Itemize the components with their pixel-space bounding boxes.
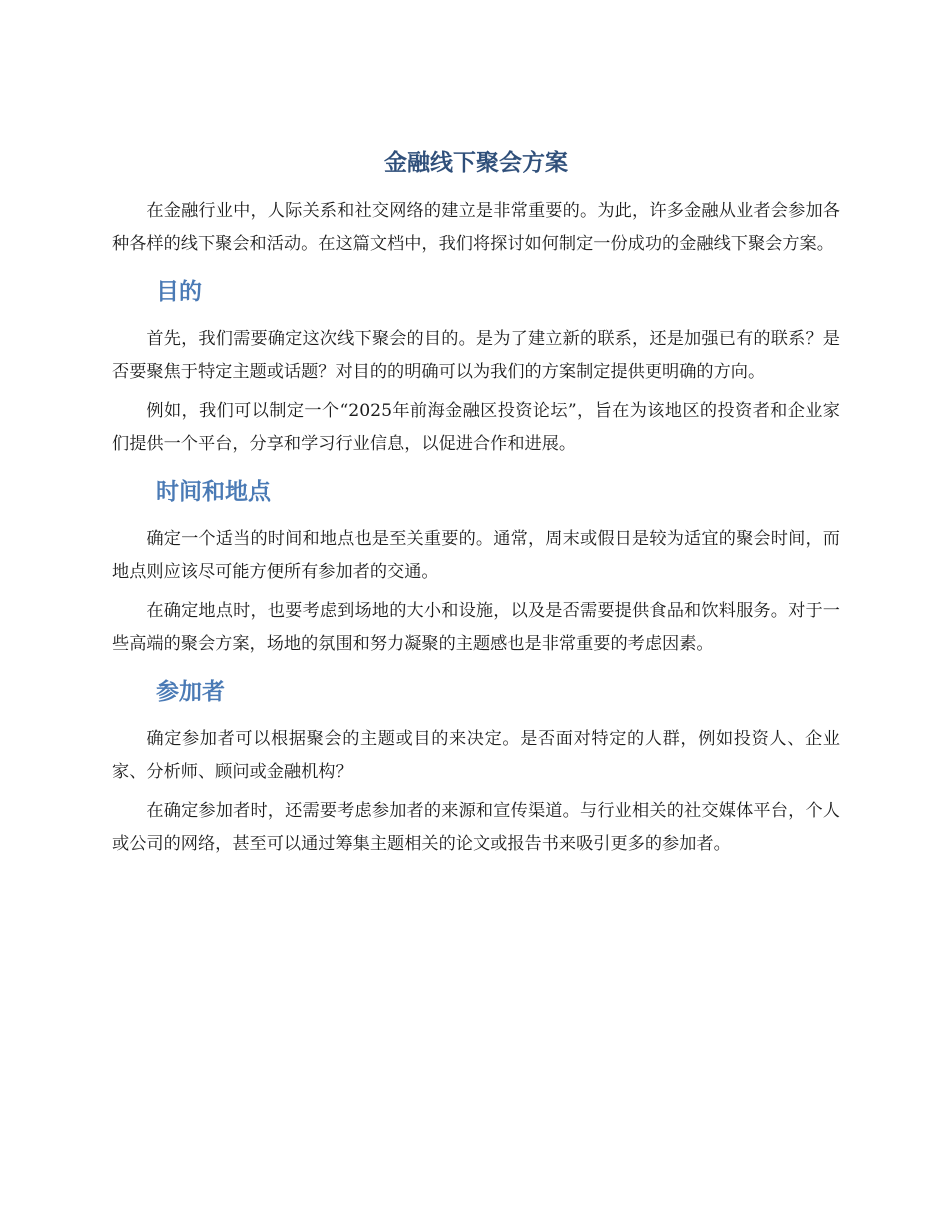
document-title: 金融线下聚会方案 xyxy=(384,150,568,176)
time-place-paragraph-2: 在确定地点时，也要考虑到场地的大小和设施，以及是否需要提供食品和饮料服务。对于一些高端的聚会方案，场地的氛围和努力凝聚的主题感也是非常重要的考虑因素。 xyxy=(112,601,840,654)
section-heading-time-place: 时间和地点 xyxy=(156,479,271,505)
participants-paragraph-1: 确定参加者可以根据聚会的主题或目的来决定。是否面对特定的人群，例如投资人、企业家、分析师、顾问或金融机构？ xyxy=(112,729,840,782)
intro-paragraph: 在金融行业中，人际关系和社交网络的建立是非常重要的。为此，许多金融从业者会参加各种各样的线下聚会和活动。在这篇文档中，我们将探讨如何制定一份成功的金融线下聚会方案。 xyxy=(112,201,840,254)
time-place-paragraph-1: 确定一个适当的时间和地点也是至关重要的。通常，周末或假日是较为适宜的聚会时间，而地点则应该尽可能方便所有参加者的交通。 xyxy=(112,529,840,582)
section-heading-participants: 参加者 xyxy=(156,679,225,705)
purpose-paragraph-1: 首先，我们需要确定这次线下聚会的目的。是为了建立新的联系，还是加强已有的联系？是否要聚焦于特定主题或话题？对目的的明确可以为我们的方案制定提供更明确的方向。 xyxy=(112,329,840,382)
section-heading-purpose: 目的 xyxy=(156,279,202,305)
document-page xyxy=(112,145,840,867)
purpose-paragraph-2: 例如，我们可以制定一个“2025年前海金融区投资论坛”，旨在为该地区的投资者和企业家们提供一个平台，分享和学习行业信息，以促进合作和进展。 xyxy=(112,401,840,454)
participants-paragraph-2: 在确定参加者时，还需要考虑参加者的来源和宣传渠道。与行业相关的社交媒体平台，个人或公司的网络，甚至可以通过筹集主题相关的论文或报告书来吸引更多的参加者。 xyxy=(112,801,840,854)
